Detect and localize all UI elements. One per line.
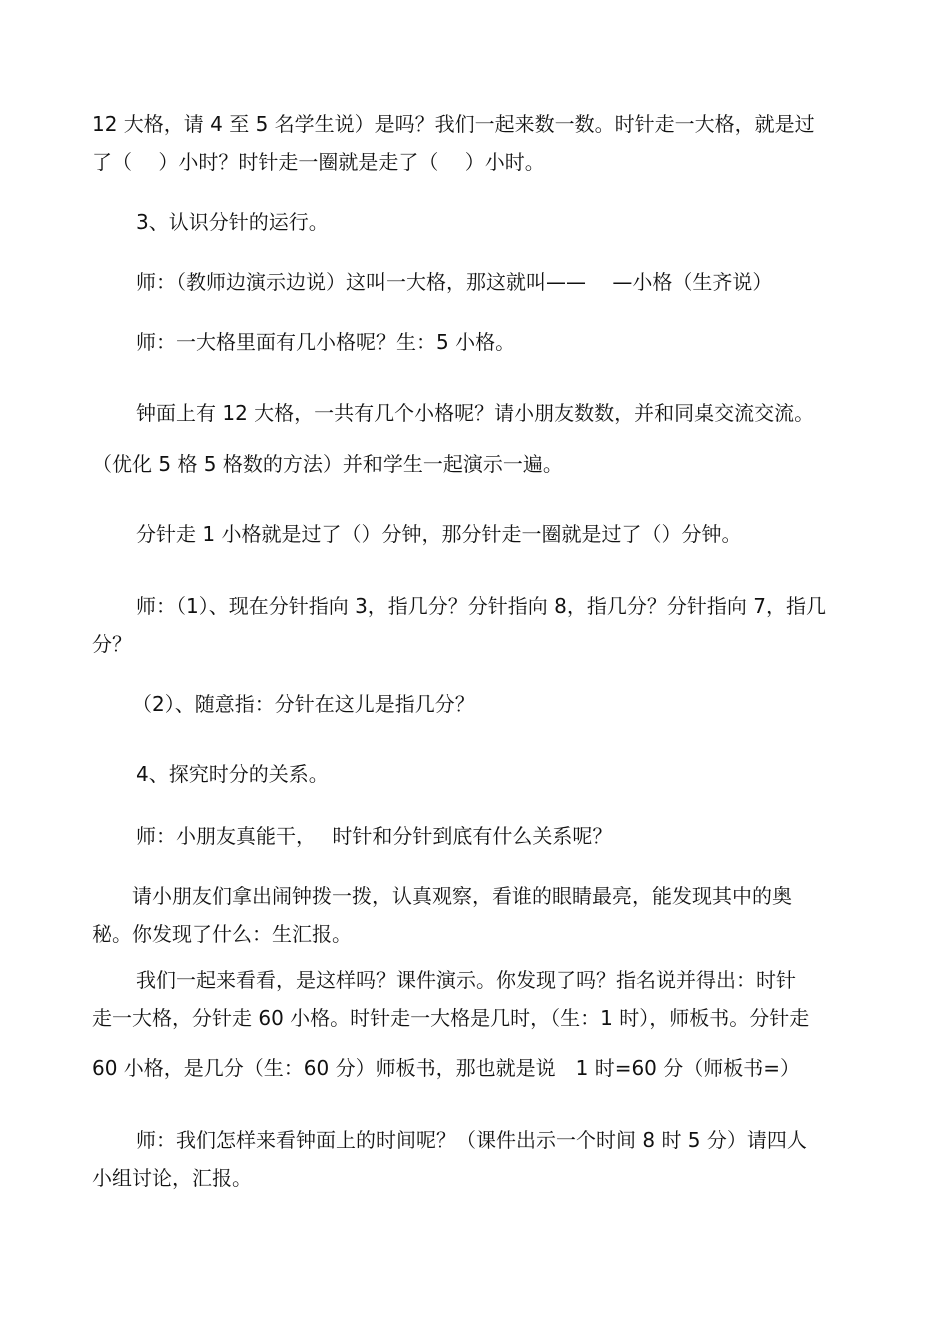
text-line-19: 师：我们怎样来看钟面上的时间呢？（课件出示一个时间 8 时 5 分）请四人 [136, 1128, 807, 1152]
text-line-7: （优化 5 格 5 格数的方法）并和学生一起演示一遍。 [92, 452, 563, 476]
text-line-8: 分针走 1 小格就是过了（）分钟，那分针走一圈就是过了（）分钟。 [136, 522, 742, 546]
text-line-6: 钟面上有 12 大格，一共有几个小格呢？请小朋友数数，并和同桌交流交流。 [136, 401, 815, 425]
text-line-9: 师：（1）、现在分针指向 3，指几分？分针指向 8，指几分？分针指向 7，指几 [136, 594, 826, 618]
text-line-18: 60 小格，是几分（生：60 分）师板书，那也就是说 1 时=60 分（师板书=） [92, 1056, 801, 1080]
text-line-15: 秘。你发现了什么：生汇报。 [92, 922, 352, 946]
text-line-16: 我们一起来看看，是这样吗？课件演示。你发现了吗？指名说并得出：时针 [136, 968, 796, 992]
text-line-4: 师：（教师边演示边说）这叫一大格，那这就叫—— —小格（生齐说） [136, 270, 773, 294]
text-line-17: 走一大格，分针走 60 小格。时针走一大格是几时，（生：1 时），师板书。分针走 [92, 1006, 810, 1030]
text-line-10: 分？ [92, 632, 132, 656]
text-line-20: 小组讨论，汇报。 [92, 1166, 252, 1190]
text-line-13: 师：小朋友真能干， 时针和分针到底有什么关系呢？ [136, 824, 613, 848]
text-line-1: 12 大格，请 4 至 5 名学生说）是吗？我们一起来数一数。时针走一大格，就是过 [92, 112, 815, 136]
text-line-11: （2）、随意指：分针在这儿是指几分？ [132, 692, 475, 716]
text-line-5: 师：一大格里面有几小格呢？生：5 小格。 [136, 330, 516, 354]
text-line-2: 了（ ）小时？时针走一圈就是走了（ ）小时。 [92, 150, 545, 174]
section-heading-3: 3、认识分针的运行。 [136, 210, 329, 234]
section-heading-4: 4、探究时分的关系。 [136, 762, 329, 786]
text-line-14: 请小朋友们拿出闹钟拨一拨，认真观察，看谁的眼睛最亮，能发现其中的奥 [132, 884, 792, 908]
